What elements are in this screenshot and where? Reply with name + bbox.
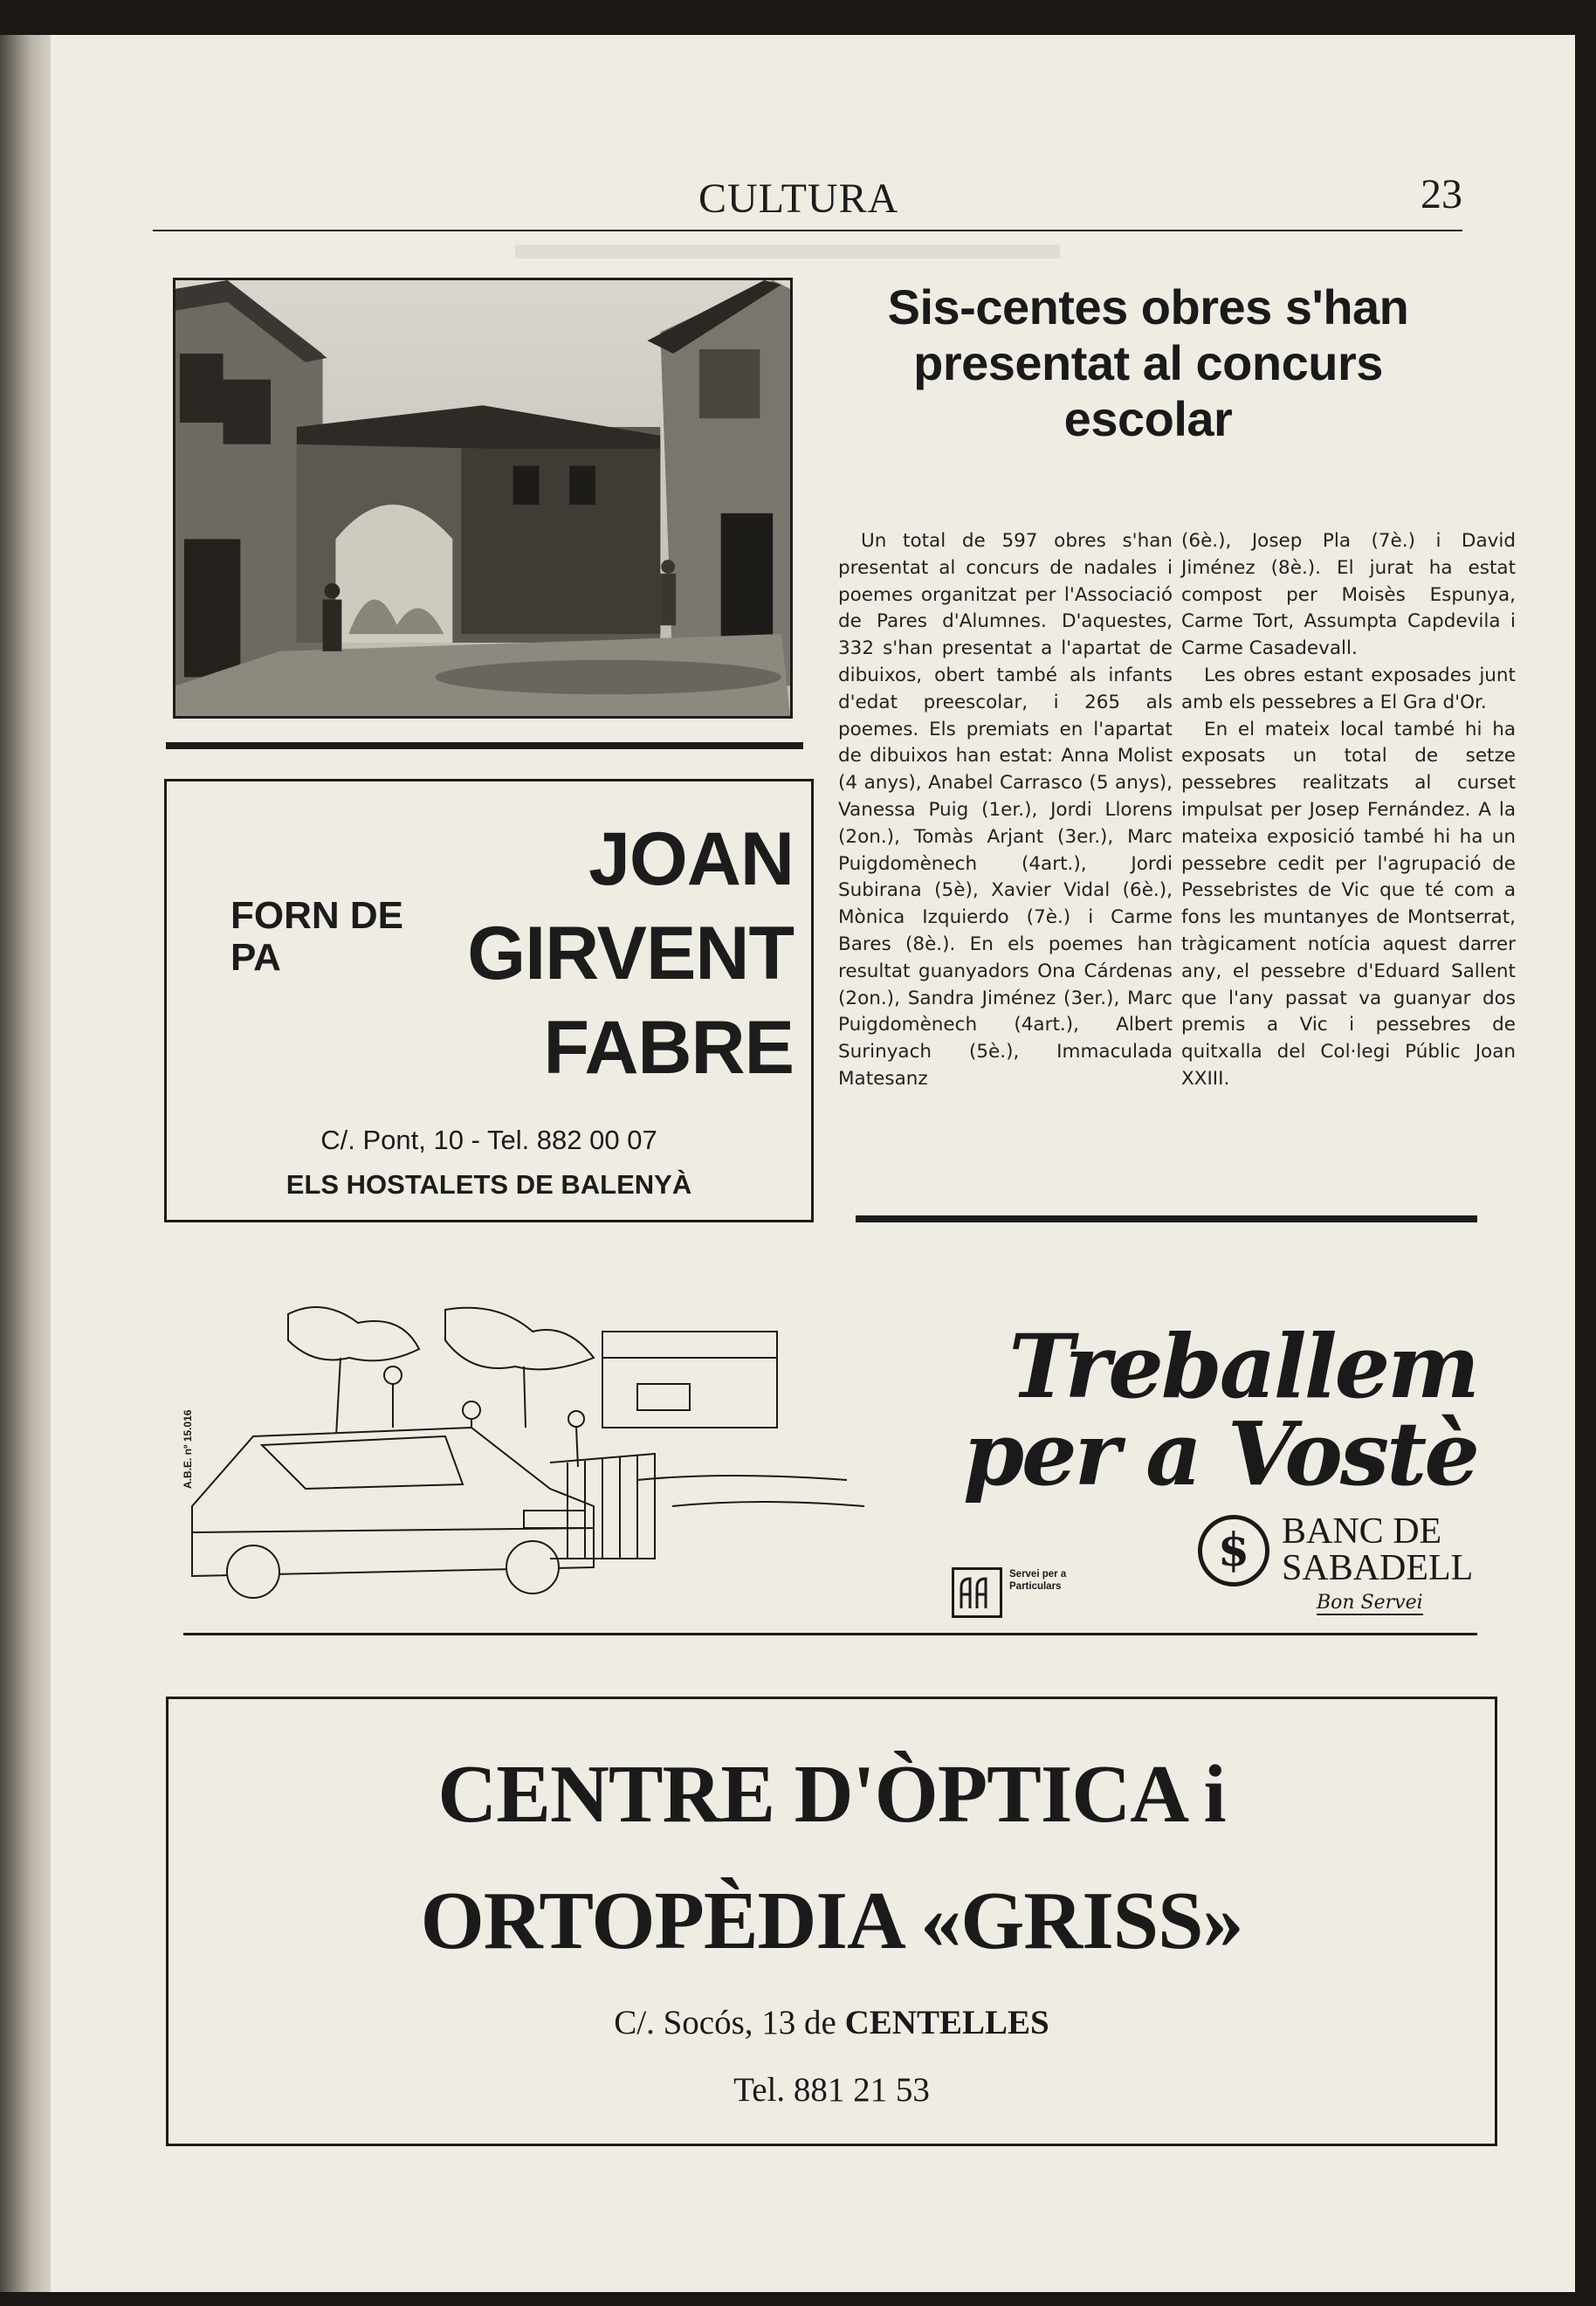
bakery-name-line: GIRVENT [467, 912, 794, 995]
optics-phone: Tel. 881 21 53 [733, 2071, 930, 2109]
bank-name-line: SABADELL [1282, 1548, 1474, 1588]
bakery-town: ELS HOSTALETS DE BALENYÀ [285, 1169, 692, 1200]
bank-slogan [963, 1315, 1477, 1505]
article-paragraph: En el mateix local també hi ha exposats un total de setze pessebres realitzats al curset impulsat per Josep Fernández. A la mateixa exposició també hi ha un pessebre cedit per l'agrupació de Pessebristes de Vic que té com a fons les muntanyes de Montserrat, tràgicament notícia aquest darrer any, el pessebre d'Eduard Sallent que l'any passat va guanyar dos premis a Vic i pessebres de quitxalla del Col·legi Públic Joan XXIII. [1181, 718, 1516, 1090]
article-column-1 [838, 528, 1173, 1093]
bank-advertisement [183, 1305, 1477, 1642]
bakery-address: C/. Pont, 10 - Tel. 882 00 07 [320, 1125, 657, 1155]
article-title: Sis-centes obres s'han presentat al concurs escolar [887, 279, 1409, 446]
car-garden-illustration [183, 1305, 908, 1642]
bakery-name-line: JOAN [588, 817, 794, 901]
divider-rule [856, 1215, 1477, 1222]
bakery-owner-name [467, 812, 794, 1095]
article-column-2 [1181, 528, 1516, 1093]
optics-business-name: ORTOPÈDIA «GRISS» [420, 1876, 1243, 1966]
service-label-line: Particulars [1009, 1581, 1062, 1592]
divider-rule [166, 742, 803, 749]
optics-town: CENTELLES [844, 2004, 1049, 2041]
nativity-scene-photo [173, 278, 793, 719]
bank-logo-icon: $ [1198, 1515, 1269, 1587]
registration-label: A.B.E. nº 15.016 [182, 1409, 194, 1489]
show-through-ghost: ▬▬▬▬▬▬▬▬▬▬▬▬ [515, 219, 1060, 269]
optics-advertisement [166, 1697, 1497, 2146]
optics-address [169, 2003, 1495, 2042]
bank-tagline: Bon Servei [1317, 1592, 1423, 1614]
page-number: 23 [1421, 171, 1462, 217]
service-label [1009, 1568, 1066, 1593]
slogan-line: Treballem [1008, 1315, 1477, 1418]
bank-name [1282, 1513, 1473, 1587]
service-logo-icon [952, 1567, 1002, 1618]
article-paragraph: Les obres estant exposades junt amb els pessebres a El Gra d'Or. [1181, 664, 1516, 713]
optics-business-name: CENTRE D'ÒPTICA i [437, 1749, 1226, 1840]
page-header [153, 170, 1462, 231]
divider-rule [183, 1633, 1477, 1635]
section-title: CULTURA [698, 176, 899, 222]
bakery-kind: FORN DE PA [230, 894, 403, 979]
bakery-advertisement [164, 779, 814, 1222]
bakery-name-line: FABRE [543, 1006, 794, 1090]
article-paragraph: (6è.), Josep Pla (7è.) i David Jiménez (8è.). El jurat ha estat compost per Moisès Espunya, Carme Tort, Assumpta Capdevila i Carme Casadevall. [1181, 530, 1516, 660]
optics-street: C/. Socós, 13 de [614, 2004, 845, 2041]
service-label-line: Servei per a [1009, 1569, 1067, 1580]
slogan-line: per a Vostè [963, 1402, 1477, 1505]
article-paragraph: Un total de 597 obres s'han presentat al concurs de nadales i poemes organitzat per l'Associació de Pares d'Alumnes. D'aquestes, 332 s'han presentat a l'apartat de dibuixos, obert també als infants d'edat preescolar, i 265 als poemes. Els premiats en l'apartat de dibuixos han estat: Anna Molist (4 anys), Anabel Carrasco (5 anys), Vanessa Puig (1er.), Jordi Llorens (2on.), Tomàs Arjant (3er.), Marc Puigdomènech (4art.), Jordi Subirana (5è), Xavier Vidal (6è.), Mònica Izquierdo (7è.) i Carme Bares (8è.). En els poemes han resultat guanyadors Ona Cárdenas (2on.), Sandra Jiménez (3er.), Marc Puigdomènech (4art.), Albert Surinyach (5è.), Immaculada Matesanz [838, 530, 1173, 1090]
bank-name-line: BANC DE [1282, 1511, 1442, 1552]
